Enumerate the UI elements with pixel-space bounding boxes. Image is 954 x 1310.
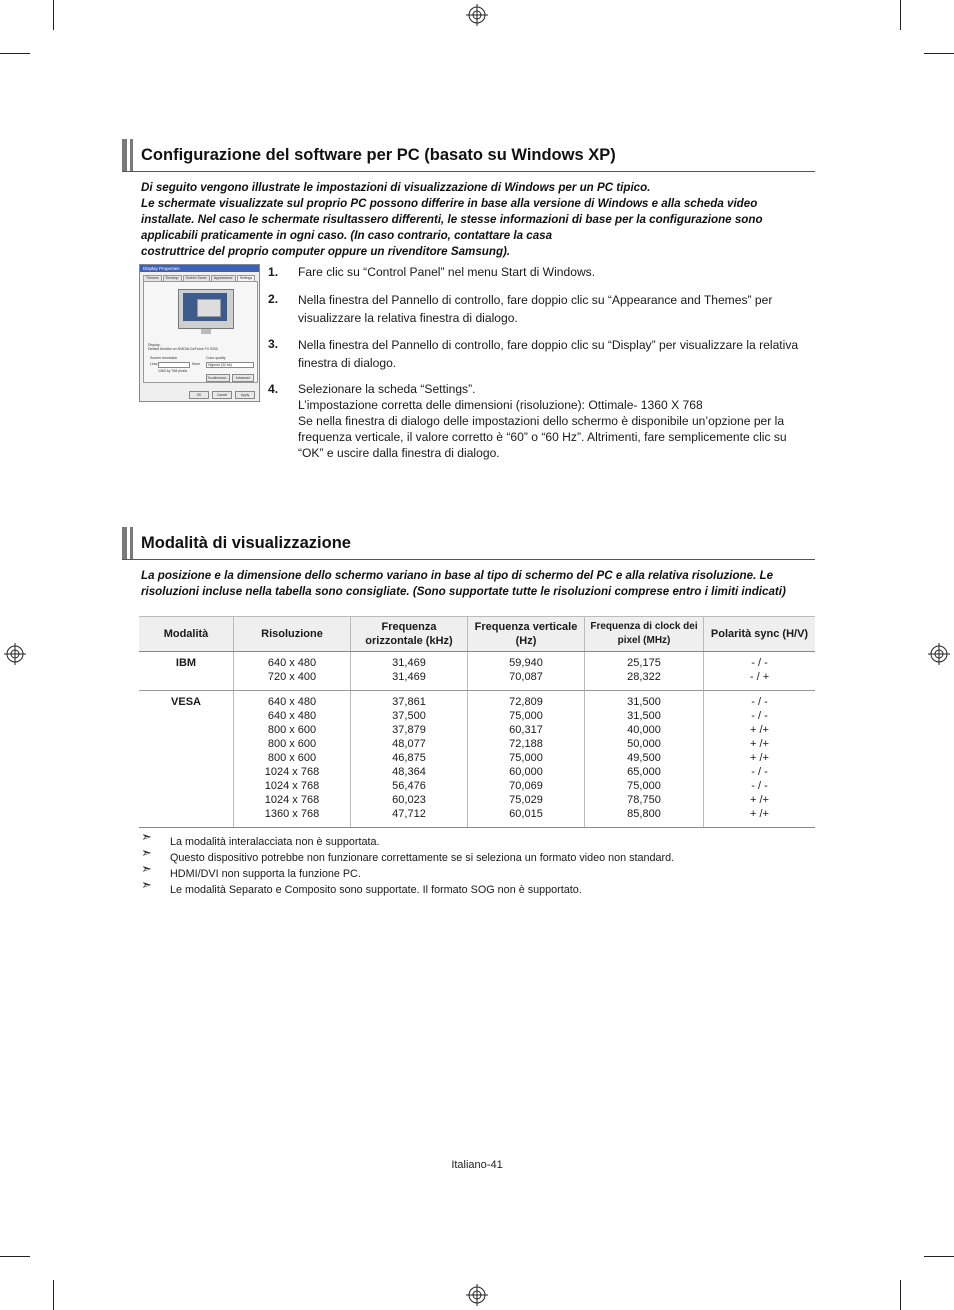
step-text: Selezionare la scheda “Settings”. <box>298 382 476 396</box>
cell-value: 31,500 <box>627 696 661 708</box>
cell-value: - / - <box>751 696 768 708</box>
step-text: Se nella finestra di dialogo delle impostazioni dello schermo è disponibile un’opzione per la frequenza verticale, il valore corretto è “60” o “60 Hz”. Altrimenti, fare semplicemente clic su “OK” e uscire dalla finestra di dialogo. <box>298 414 787 460</box>
tab-desktop: Desktop <box>163 275 182 281</box>
tab-appearance: Appearance <box>211 275 236 281</box>
step-body <box>298 291 813 327</box>
cell-value: - / - <box>751 780 768 792</box>
note-arrow-icon: ➣ <box>141 877 152 892</box>
cell-value: 37,861 <box>392 696 426 708</box>
cell-polarity <box>704 691 816 828</box>
cell-value: 46,875 <box>392 752 426 764</box>
step-body <box>298 264 813 280</box>
step-number: 4. <box>268 382 279 396</box>
crop-mark <box>0 53 30 54</box>
color-label: Color quality <box>206 356 226 360</box>
cell-value: 60,015 <box>509 808 543 820</box>
cell-value: 70,087 <box>509 671 543 683</box>
registration-mark-icon <box>4 643 26 665</box>
cell-value: 1024 x 768 <box>264 780 320 792</box>
cell-value: 1024 x 768 <box>264 794 320 806</box>
cell-value: 65,000 <box>627 766 661 778</box>
monitor-icon <box>178 289 234 329</box>
resolution-value: 1360 by 768 pixels <box>158 369 188 373</box>
cell-value: 1360 x 768 <box>264 808 320 820</box>
cell-value: 40,000 <box>627 724 661 736</box>
step-text: L’impostazione corretta delle dimensioni (risoluzione): Ottimale- 1360 X 768 <box>298 398 703 412</box>
settings-panel <box>143 281 258 383</box>
registration-mark-icon <box>928 643 950 665</box>
notes-list <box>141 829 813 896</box>
registration-mark-icon <box>466 4 488 26</box>
note-item <box>141 829 813 848</box>
window-preview <box>197 299 221 317</box>
resolution-label: Screen resolution <box>150 356 178 360</box>
cell-value: 50,000 <box>627 738 661 750</box>
section-title: Configurazione del software per PC (basato su Windows XP) <box>141 146 616 164</box>
color-select <box>206 362 254 368</box>
cell-value: 25,175 <box>627 657 661 669</box>
crop-mark <box>924 1256 954 1257</box>
cell-value: + /+ <box>750 738 769 750</box>
troubleshoot-button: Troubleshoot... <box>207 376 229 380</box>
color-value: Highest (32 bit) <box>208 363 232 367</box>
column-header-polarity: Polarità sync (H/V) <box>704 617 816 652</box>
note-text: Le modalità Separato e Composito sono supportate. Il formato SOG non è supportato. <box>170 884 582 896</box>
cell-value: 49,500 <box>627 752 661 764</box>
section-intro <box>141 180 813 260</box>
cell-resolution <box>234 691 351 828</box>
step-body <box>298 336 813 372</box>
cell-value: 75,000 <box>509 710 543 722</box>
registration-mark-icon <box>466 1284 488 1306</box>
cell-value: 70,069 <box>509 780 543 792</box>
ok-button: OK <box>189 391 209 399</box>
note-text: HDMI/DVI non supporta la funzione PC. <box>170 868 361 880</box>
intro-paragraph: La posizione e la dimensione dello schermo variano in base al tipo di schermo del PC e alla relativa risoluzione. Le risoluzioni incluse nella tabella sono consigliate. (Sono supportate tutte le risoluzioni comprese entro i limiti indicati) <box>141 569 786 598</box>
note-arrow-icon: ➣ <box>141 829 152 844</box>
cell-value: 47,712 <box>392 808 426 820</box>
cancel-button: Cancel <box>212 391 232 399</box>
cell-value: 78,750 <box>627 794 661 806</box>
note-item <box>141 861 813 880</box>
cell-vfreq <box>468 691 585 828</box>
cell-clock <box>585 691 704 828</box>
crop-mark <box>900 0 901 30</box>
crop-mark <box>900 1280 901 1310</box>
advanced-button: Advanced <box>232 374 254 382</box>
step-text: Nella finestra del Pannello di controllo, fare doppio clic su “Display” per visualizzare la relativa finestra di dialogo. <box>298 338 799 370</box>
cell-value: 75,000 <box>627 780 661 792</box>
intro-paragraph: Di seguito vengono illustrate le impostazioni di visualizzazione di Windows per un PC tipico. <box>141 181 651 194</box>
cell-value: 60,317 <box>509 724 543 736</box>
monitor-screen <box>183 293 227 321</box>
table-header-row <box>139 617 815 652</box>
cell-value: 28,322 <box>627 671 661 683</box>
cell-value: 60,000 <box>509 766 543 778</box>
cell-value: 75,000 <box>509 752 543 764</box>
header-bar <box>122 139 127 171</box>
cell-resolution <box>234 652 351 691</box>
cell-value: 640 x 480 <box>267 696 317 708</box>
monitor-stand <box>201 329 211 334</box>
step-text: Nella finestra del Pannello di controllo, fare doppio clic su “Appearance and Themes” per visualizzare la relativa finestra di dialogo. <box>298 293 773 325</box>
note-item <box>141 877 813 896</box>
cell-vfreq <box>468 652 585 691</box>
section-header-display-modes <box>122 527 815 560</box>
cell-polarity <box>704 652 816 691</box>
note-text: Questo dispositivo potrebbe non funzionare correttamente se si seleziona un formato video non standard. <box>170 852 675 864</box>
cell-value: 720 x 400 <box>267 671 317 683</box>
display-label: Display: <box>148 343 161 347</box>
header-bar <box>130 527 133 559</box>
display-value: Default Monitor on NVIDIA GeForce FX 5200 <box>148 347 218 351</box>
crop-mark <box>924 53 954 54</box>
cell-value: 1024 x 768 <box>264 766 320 778</box>
cell-value: 37,879 <box>392 724 426 736</box>
cell-value: 640 x 480 <box>267 710 317 722</box>
step-body <box>298 381 813 461</box>
cell-value: 800 x 600 <box>267 752 317 764</box>
column-header-mode: Modalità <box>139 617 234 652</box>
cell-value: 31,469 <box>392 657 426 669</box>
tab-settings: Settings <box>237 275 256 281</box>
column-header-clock: Frequenza di clock dei pixel (MHz) <box>585 617 704 652</box>
cell-value: + /+ <box>750 794 769 806</box>
cell-value: - / - <box>751 710 768 722</box>
display-properties-screenshot <box>139 264 260 402</box>
cell-mode: IBM <box>139 652 234 691</box>
step-number: 3. <box>268 337 279 351</box>
table-row <box>139 691 815 828</box>
note-arrow-icon: ➣ <box>141 861 152 876</box>
cell-value: 59,940 <box>509 657 543 669</box>
step-number: 1. <box>268 265 279 279</box>
cell-value: + /+ <box>750 808 769 820</box>
tab-themes: Themes <box>143 275 162 281</box>
cell-value: 56,476 <box>392 780 426 792</box>
cell-clock <box>585 652 704 691</box>
header-bar <box>122 527 127 559</box>
column-header-hfreq: Frequenza orizzontale (kHz) <box>351 617 468 652</box>
cell-mode: VESA <box>139 691 234 828</box>
window-title: Display Properties <box>140 265 259 272</box>
section-header-pc-software <box>122 139 815 172</box>
less-label: Less <box>150 362 158 366</box>
section-title: Modalità di visualizzazione <box>141 534 351 552</box>
note-arrow-icon: ➣ <box>141 845 152 860</box>
cell-value: 800 x 600 <box>267 724 317 736</box>
step-text: Fare clic su “Control Panel” nel menu Start di Windows. <box>298 265 596 279</box>
crop-mark <box>0 1256 30 1257</box>
cell-value: 640 x 480 <box>267 657 317 669</box>
crop-mark <box>53 1280 54 1310</box>
resolution-slider <box>158 362 190 368</box>
apply-button: Apply <box>235 391 255 399</box>
column-header-vfreq: Frequenza verticale (Hz) <box>468 617 585 652</box>
cell-value: + /+ <box>750 752 769 764</box>
cell-value: 72,188 <box>509 738 543 750</box>
header-bar <box>130 139 133 171</box>
intro-paragraph: Le schermate visualizzate sul proprio PC possono differire in base alla versione di Windows e alla scheda video installate. Nel caso le schermate risultassero differenti, le stesse informazioni di base per la configurazione sono applicabili praticamente in ogni caso. (In caso contrario, contattare la casa <box>141 197 763 242</box>
cell-hfreq <box>351 691 468 828</box>
cell-value: 800 x 600 <box>267 738 317 750</box>
cell-value: 31,469 <box>392 671 426 683</box>
column-header-resolution: Risoluzione <box>234 617 351 652</box>
cell-value: + /+ <box>750 724 769 736</box>
cell-value: - / - <box>751 766 768 778</box>
tab-screen-saver: Screen Saver <box>183 275 210 281</box>
cell-value: 72,809 <box>509 696 543 708</box>
cell-value: - / - <box>751 657 768 669</box>
note-item <box>141 845 813 864</box>
cell-value: 85,800 <box>627 808 661 820</box>
cell-value: 75,029 <box>509 794 543 806</box>
note-text: La modalità interalacciata non è supportata. <box>170 836 380 848</box>
cell-value: 48,077 <box>392 738 426 750</box>
page-number: Italiano-41 <box>451 1159 503 1171</box>
step-number: 2. <box>268 292 279 306</box>
crop-mark <box>53 0 54 30</box>
intro-paragraph: costruttrice del proprio computer oppure un rivenditore Samsung). <box>141 245 511 258</box>
cell-hfreq <box>351 652 468 691</box>
more-label: More <box>192 362 200 366</box>
cell-value: 31,500 <box>627 710 661 722</box>
section-intro <box>141 568 813 600</box>
display-modes-table <box>139 616 815 828</box>
cell-value: 60,023 <box>392 794 426 806</box>
cell-value: - / + <box>749 671 770 683</box>
cell-value: 48,364 <box>392 766 426 778</box>
cell-value: 37,500 <box>392 710 426 722</box>
table-row <box>139 652 815 691</box>
